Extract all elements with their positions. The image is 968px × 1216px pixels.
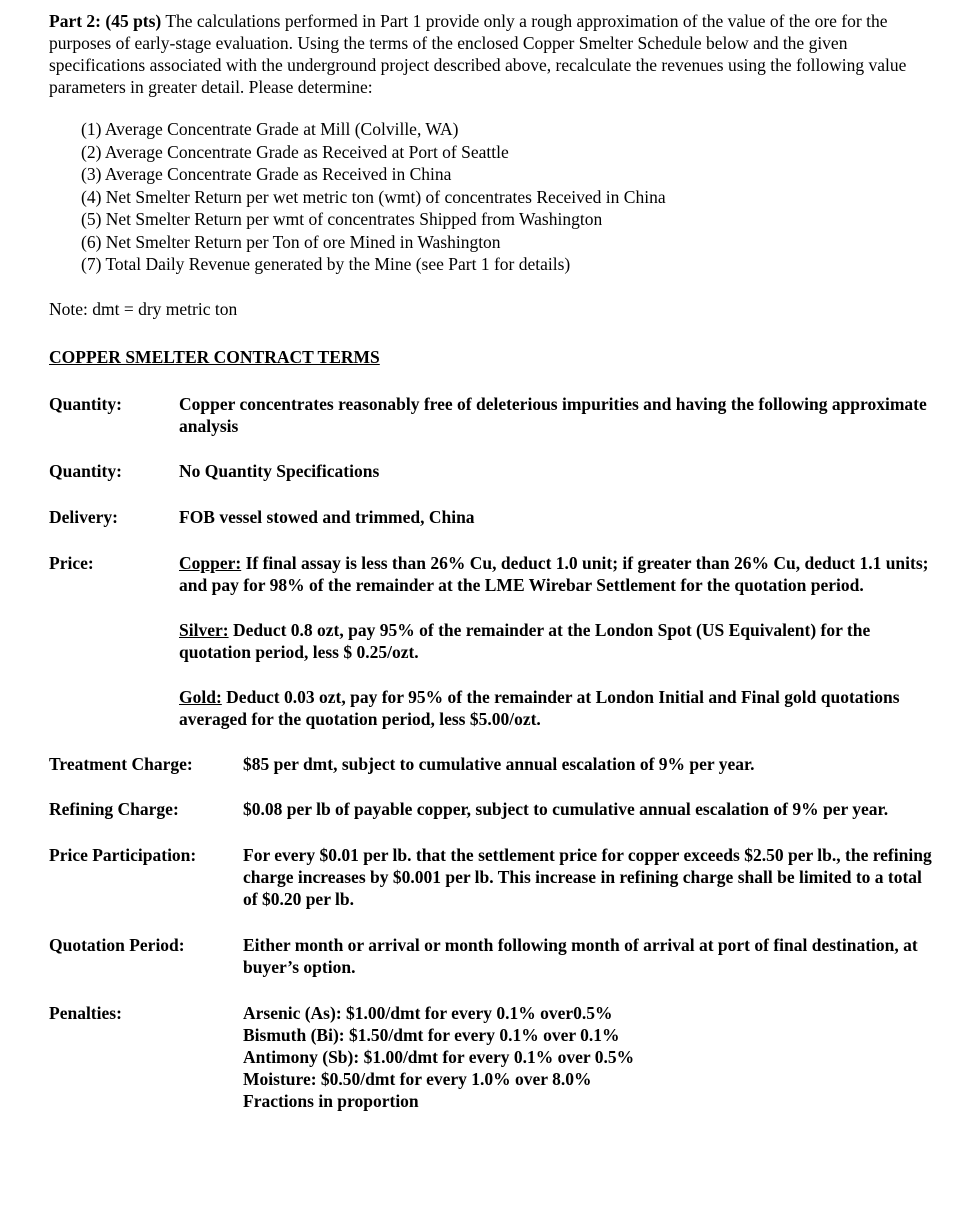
term-treatment-charge [49,753,939,775]
penalty-bismuth: Bismuth (Bi): $1.50/dmt for every 0.1% over 0.1% [243,1024,620,1045]
silver-text: Deduct 0.8 ozt, pay 95% of the remainder at the London Spot (US Equivalent) for the quotation period, less $ 0.25/ozt. [179,619,871,662]
price-copper [179,552,939,596]
term-text: $85 per dmt, subject to cumulative annual escalation of 9% per year. [243,753,755,774]
penalty-moisture: Moisture: $0.50/dmt for every 1.0% over 8.0% [243,1068,592,1089]
term-text: Either month or arrival or month following month of arrival at port of final destination, at buyer’s option. [243,934,918,977]
price-gold [179,686,939,730]
intro-paragraph [49,10,939,98]
note: Note: dmt = dry metric ton [49,298,238,319]
term-body [179,552,939,730]
term-label: Penalties: [49,1002,122,1023]
term-text: $0.08 per lb of payable copper, subject to cumulative annual escalation of 9% per year. [243,798,889,819]
gold-text: Deduct 0.03 ozt, pay for 95% of the remainder at London Initial and Final gold quotations averaged for the quotation period, less $5.00/ozt. [179,686,900,729]
task-item: (3) Average Concentrate Grade as Received in China [81,164,452,184]
price-silver [179,619,939,663]
copper-text: If final assay is less than 26% Cu, deduct 1.0 unit; if greater than 26% Cu, deduct 1.1 units; and pay for 98% of the remainder at the LME Wirebar Settlement for the quotation period. [179,552,929,595]
term-text: Copper concentrates reasonably free of deleterious impurities and having the following approximate analysis [179,393,927,436]
task-item: (7) Total Daily Revenue generated by the Mine (see Part 1 for details) [81,254,571,274]
task-item: (4) Net Smelter Return per wet metric ton (wmt) of concentrates Received in China [81,186,666,207]
term-label: Quantity: [49,393,122,414]
term-label: Price: [49,552,94,573]
term-price-participation [49,844,939,910]
document-page [49,10,939,1112]
term-text: FOB vessel stowed and trimmed, China [179,506,475,527]
task-item: (1) Average Concentrate Grade at Mill (Colville, WA) [81,119,459,139]
task-item: (5) Net Smelter Return per wmt of concentrates Shipped from Washington [81,209,603,229]
task-list [81,118,939,276]
term-refining-charge [49,798,939,820]
copper-label: Copper: [179,552,242,573]
term-price [49,552,939,730]
term-quantity-analysis [49,393,939,437]
term-label: Quotation Period: [49,934,185,955]
term-quantity-spec [49,460,939,482]
term-text: For every $0.01 per lb. that the settlement price for copper exceeds $2.50 per lb., the refining charge increases by $0.001 per lb. This increase in refining charge shall be limited to a total of $0.20 per lb. [243,844,932,909]
term-penalties [49,1002,939,1112]
term-delivery [49,506,939,528]
intro-text: The calculations performed in Part 1 provide only a rough approximation of the value of the ore for the purposes of early-stage evaluation. Using the terms of the enclosed Copper Smelter Schedule below and the given specifications associated with the underground project described above, recalculate the revenues using the following value parameters in greater detail. Please determine: [49,11,907,97]
term-label: Price Participation: [49,844,197,865]
term-quotation-period [49,934,939,978]
term-label: Refining Charge: [49,798,179,819]
task-item: (6) Net Smelter Return per Ton of ore Mined in Washington [81,231,501,252]
gold-label: Gold: [179,686,222,707]
penalty-antimony: Antimony (Sb): $1.00/dmt for every 0.1% over 0.5% [243,1046,635,1067]
section-title: COPPER SMELTER CONTRACT TERMS [49,346,380,367]
task-item: (2) Average Concentrate Grade as Received at Port of Seattle [81,141,509,162]
term-text: No Quantity Specifications [179,460,380,481]
part-heading: Part 2: (45 pts) [49,11,162,31]
silver-label: Silver: [179,619,229,640]
penalty-list [243,1002,939,1112]
term-label: Delivery: [49,506,118,527]
penalty-fractions: Fractions in proportion [243,1090,419,1111]
term-label: Treatment Charge: [49,753,193,774]
term-label: Quantity: [49,460,122,481]
penalty-arsenic: Arsenic (As): $1.00/dmt for every 0.1% over0.5% [243,1002,613,1023]
